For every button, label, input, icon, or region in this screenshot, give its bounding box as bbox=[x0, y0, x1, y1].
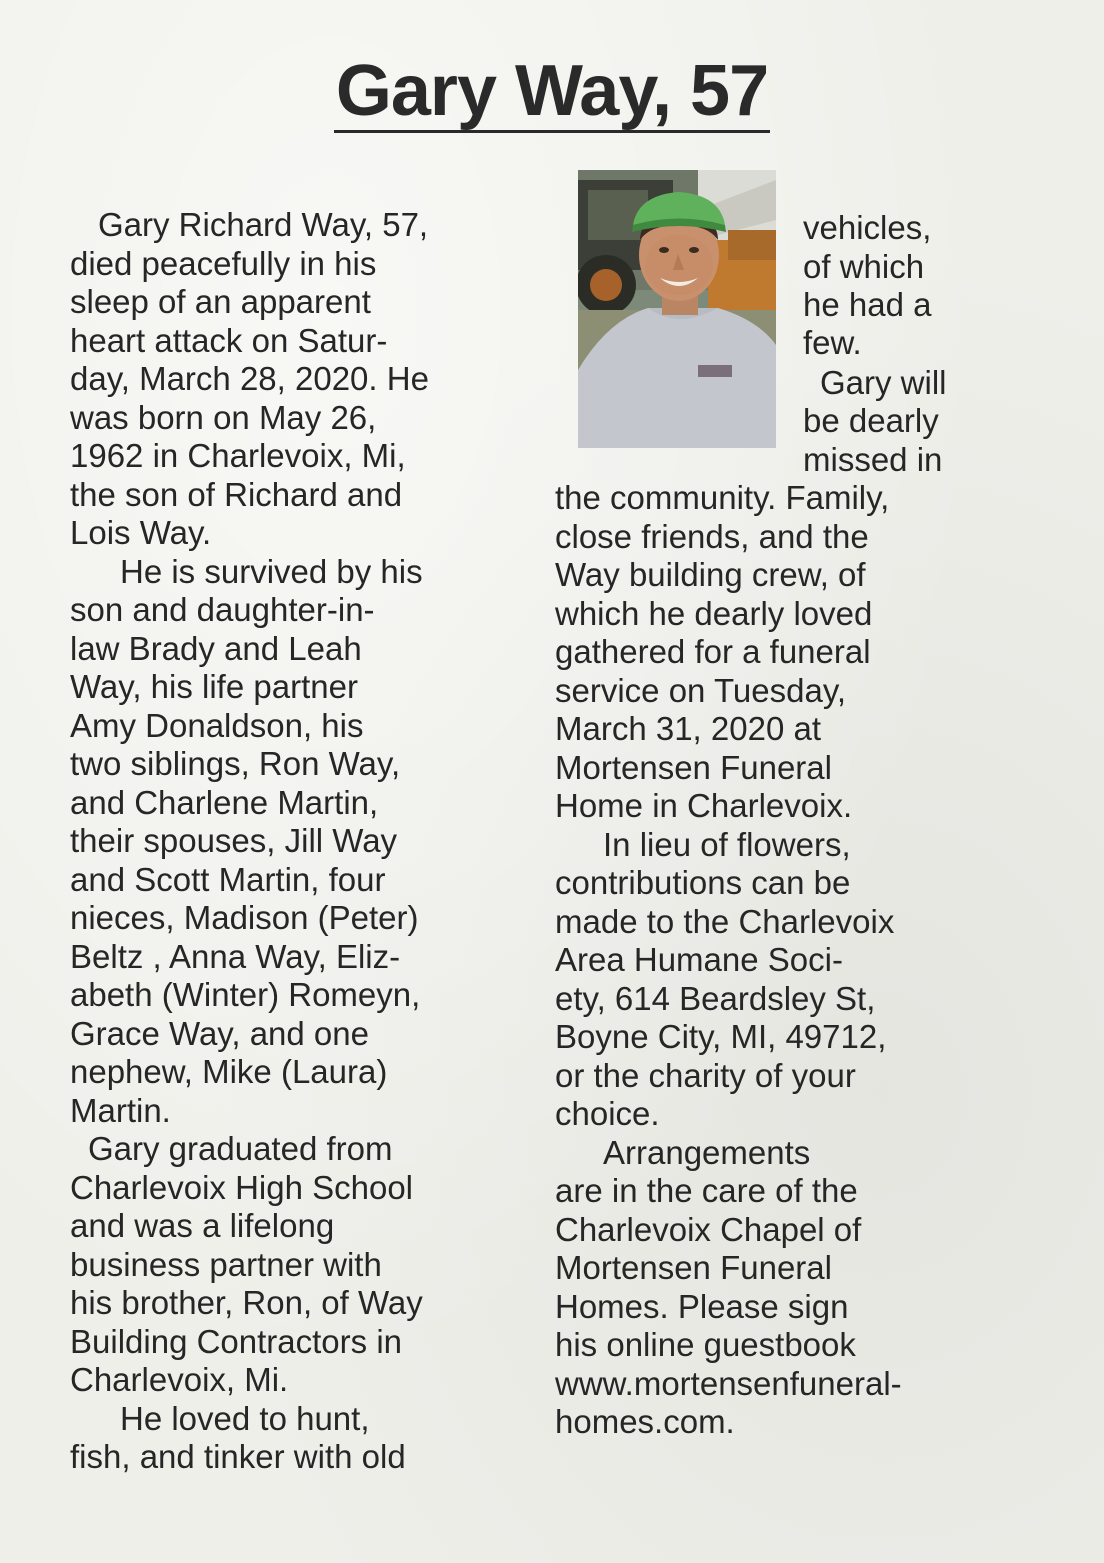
right-line: In lieu of flowers, bbox=[603, 825, 851, 863]
left-line: He is survived by his bbox=[120, 552, 423, 590]
right-line: service on Tuesday, bbox=[555, 671, 847, 709]
left-line: and was a lifelong bbox=[70, 1207, 335, 1244]
left-line: Way, his life partner bbox=[70, 668, 358, 705]
right-line: few. bbox=[803, 324, 862, 361]
left-line: business partner with bbox=[70, 1245, 382, 1283]
right-line: missed in bbox=[803, 441, 943, 478]
right-line: are in the care of the bbox=[555, 1172, 858, 1209]
right-line: made to the Charlevoix bbox=[555, 902, 895, 940]
right-line: Boyne City, MI, 49712, bbox=[555, 1018, 887, 1055]
right-line: be dearly bbox=[803, 402, 939, 439]
right-line: ety, 614 Beardsley St, bbox=[555, 979, 876, 1017]
left-line: fish, and tinker with old bbox=[70, 1438, 406, 1475]
right-line: Arrangements bbox=[603, 1133, 811, 1171]
right-line: Mortensen Funeral bbox=[555, 748, 832, 786]
right-line: Area Humane Soci- bbox=[555, 941, 843, 978]
right-line: vehicles, bbox=[803, 209, 932, 246]
obituary-headline: Gary Way, 57 bbox=[335, 51, 769, 131]
left-line: Martin. bbox=[70, 1091, 171, 1129]
left-line: abeth (Winter) Romeyn, bbox=[70, 976, 421, 1013]
left-line: 1962 in Charlevoix, Mi, bbox=[70, 437, 406, 474]
right-line: or the charity of your bbox=[555, 1056, 856, 1094]
right-line: Mortensen Funeral bbox=[555, 1249, 832, 1286]
left-line: Grace Way, and one bbox=[70, 1014, 369, 1052]
left-line: Charlevoix, Mi. bbox=[70, 1361, 289, 1398]
portrait-photo bbox=[578, 170, 776, 448]
left-line: Amy Donaldson, his bbox=[70, 706, 364, 744]
left-line: law Brady and Leah bbox=[70, 629, 362, 667]
right-line: Charlevoix Chapel of bbox=[555, 1210, 862, 1248]
right-line: of which bbox=[803, 248, 925, 285]
left-line: Beltz , Anna Way, Eliz- bbox=[70, 937, 401, 975]
left-line: nieces, Madison (Peter) bbox=[70, 899, 419, 936]
left-line: his brother, Ron, of Way bbox=[70, 1284, 423, 1321]
left-line: and Scott Martin, four bbox=[70, 860, 386, 898]
left-line: and Charlene Martin, bbox=[70, 783, 379, 821]
right-line: choice. bbox=[555, 1095, 660, 1132]
left-line: nephew, Mike (Laura) bbox=[70, 1053, 388, 1090]
right-line: www.mortensenfuneral- bbox=[555, 1364, 902, 1402]
left-line: day, March 28, 2020. He bbox=[70, 360, 429, 397]
left-line: Gary Richard Way, 57, bbox=[98, 206, 429, 243]
left-line: their spouses, Jill Way bbox=[70, 822, 398, 859]
right-line: Way building crew, of bbox=[555, 556, 866, 593]
left-line: He loved to hunt, bbox=[120, 1399, 370, 1437]
right-line: close friends, and the bbox=[555, 517, 869, 555]
right-line: the community. Family, bbox=[555, 479, 890, 516]
left-line: Gary graduated from bbox=[88, 1130, 393, 1167]
right-line: Gary will bbox=[820, 364, 947, 401]
right-line: Homes. Please sign bbox=[555, 1287, 849, 1325]
right-line: he had a bbox=[803, 286, 932, 323]
right-line: contributions can be bbox=[555, 864, 851, 901]
portrait-image bbox=[578, 170, 776, 448]
left-line: Charlevoix High School bbox=[70, 1168, 414, 1206]
left-line: sleep of an apparent bbox=[70, 283, 371, 320]
left-line: son and daughter-in- bbox=[70, 591, 375, 628]
left-line: the son of Richard and bbox=[70, 475, 403, 513]
right-line: his online guestbook bbox=[555, 1326, 856, 1363]
right-line: which he dearly loved bbox=[555, 594, 873, 632]
right-line: homes.com. bbox=[555, 1403, 735, 1440]
left-line: Lois Way. bbox=[70, 514, 212, 551]
right-line: March 31, 2020 at bbox=[555, 710, 821, 747]
right-line: Home in Charlevoix. bbox=[555, 787, 853, 824]
left-line: heart attack on Satur- bbox=[70, 321, 388, 359]
obituary-headline-wrap bbox=[0, 52, 1104, 133]
left-line: two siblings, Ron Way, bbox=[70, 745, 401, 782]
right-line: gathered for a funeral bbox=[555, 633, 871, 670]
left-line: Building Contractors in bbox=[70, 1322, 402, 1360]
left-line: was born on May 26, bbox=[70, 398, 377, 436]
left-line: died peacefully in his bbox=[70, 244, 377, 282]
